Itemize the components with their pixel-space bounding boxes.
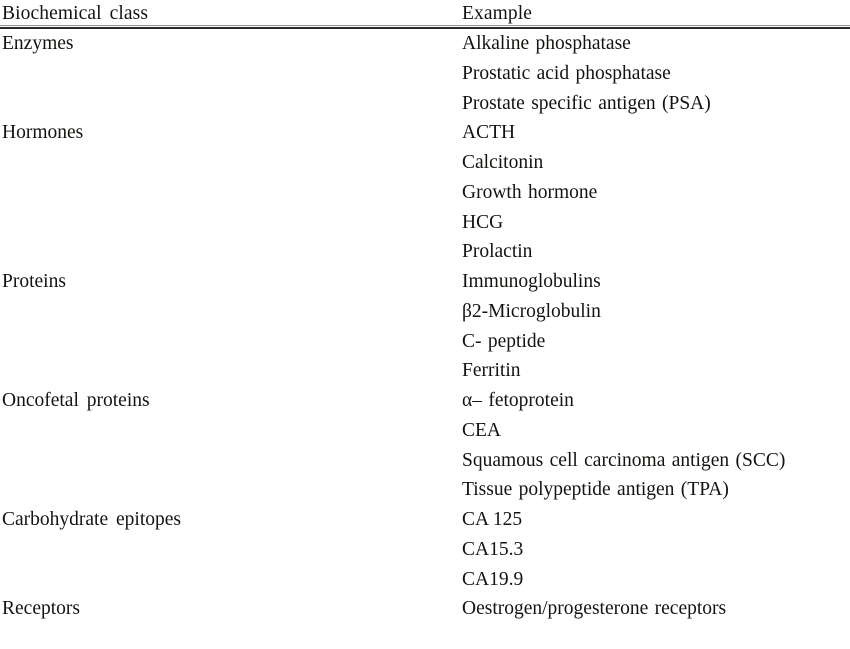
table-row	[0, 238, 850, 268]
cell-example: CEA	[462, 419, 501, 441]
cell-example: β2-Microglobulin	[462, 300, 601, 322]
cell-example: ACTH	[462, 122, 516, 144]
column-header-example: Example	[462, 3, 533, 24]
column-header-biochemical-class: Biochemical class	[2, 3, 149, 24]
table-row	[0, 476, 850, 506]
cell-example: Prostate specific antigen (PSA)	[462, 92, 711, 114]
cell-biochemical-class: Receptors	[2, 598, 80, 620]
table-row	[0, 387, 850, 417]
table-row	[0, 298, 850, 328]
table-row	[0, 119, 850, 149]
cell-example: Tissue polypeptide antigen (TPA)	[462, 479, 729, 501]
cell-biochemical-class: Carbohydrate epitopes	[2, 509, 181, 530]
cell-example: CA 125	[462, 509, 523, 530]
table-row	[0, 30, 850, 60]
cell-example: Squamous cell carcinoma antigen (SCC)	[462, 449, 786, 471]
table-row	[0, 417, 850, 447]
table-row	[0, 447, 850, 477]
table-row	[0, 149, 850, 179]
cell-example: Prostatic acid phosphatase	[462, 62, 671, 84]
cell-biochemical-class: Oncofetal proteins	[2, 390, 150, 411]
cell-example: C- peptide	[462, 330, 546, 352]
table-row	[0, 209, 850, 239]
table-row	[0, 60, 850, 90]
cell-biochemical-class: Proteins	[2, 271, 66, 292]
table-row	[0, 90, 850, 120]
table-row	[0, 357, 850, 387]
table-row	[0, 268, 850, 298]
table-body	[0, 30, 850, 625]
cell-example: Alkaline phosphatase	[462, 33, 631, 54]
table-row	[0, 328, 850, 358]
header-rule-thin-line	[0, 25, 850, 26]
cell-biochemical-class: Hormones	[2, 122, 84, 144]
cell-example: CA19.9	[462, 568, 524, 590]
cell-example: CA15.3	[462, 538, 524, 560]
cell-example: Calcitonin	[462, 152, 544, 173]
cell-biochemical-class: Enzymes	[2, 33, 74, 54]
cell-example: α– fetoprotein	[462, 390, 574, 411]
table-header-row	[0, 0, 850, 26]
cell-example: Ferritin	[462, 360, 521, 382]
table-row	[0, 595, 850, 625]
cell-example: Immunoglobulins	[462, 271, 601, 292]
table-row	[0, 536, 850, 566]
table-row	[0, 506, 850, 536]
cell-example: HCG	[462, 211, 504, 233]
header-rule-thick-line	[0, 27, 850, 29]
table-row	[0, 566, 850, 596]
cell-example: Prolactin	[462, 241, 533, 263]
cell-example: Growth hormone	[462, 181, 598, 203]
table-row	[0, 179, 850, 209]
cell-example: Oestrogen/progesterone receptors	[462, 598, 727, 620]
